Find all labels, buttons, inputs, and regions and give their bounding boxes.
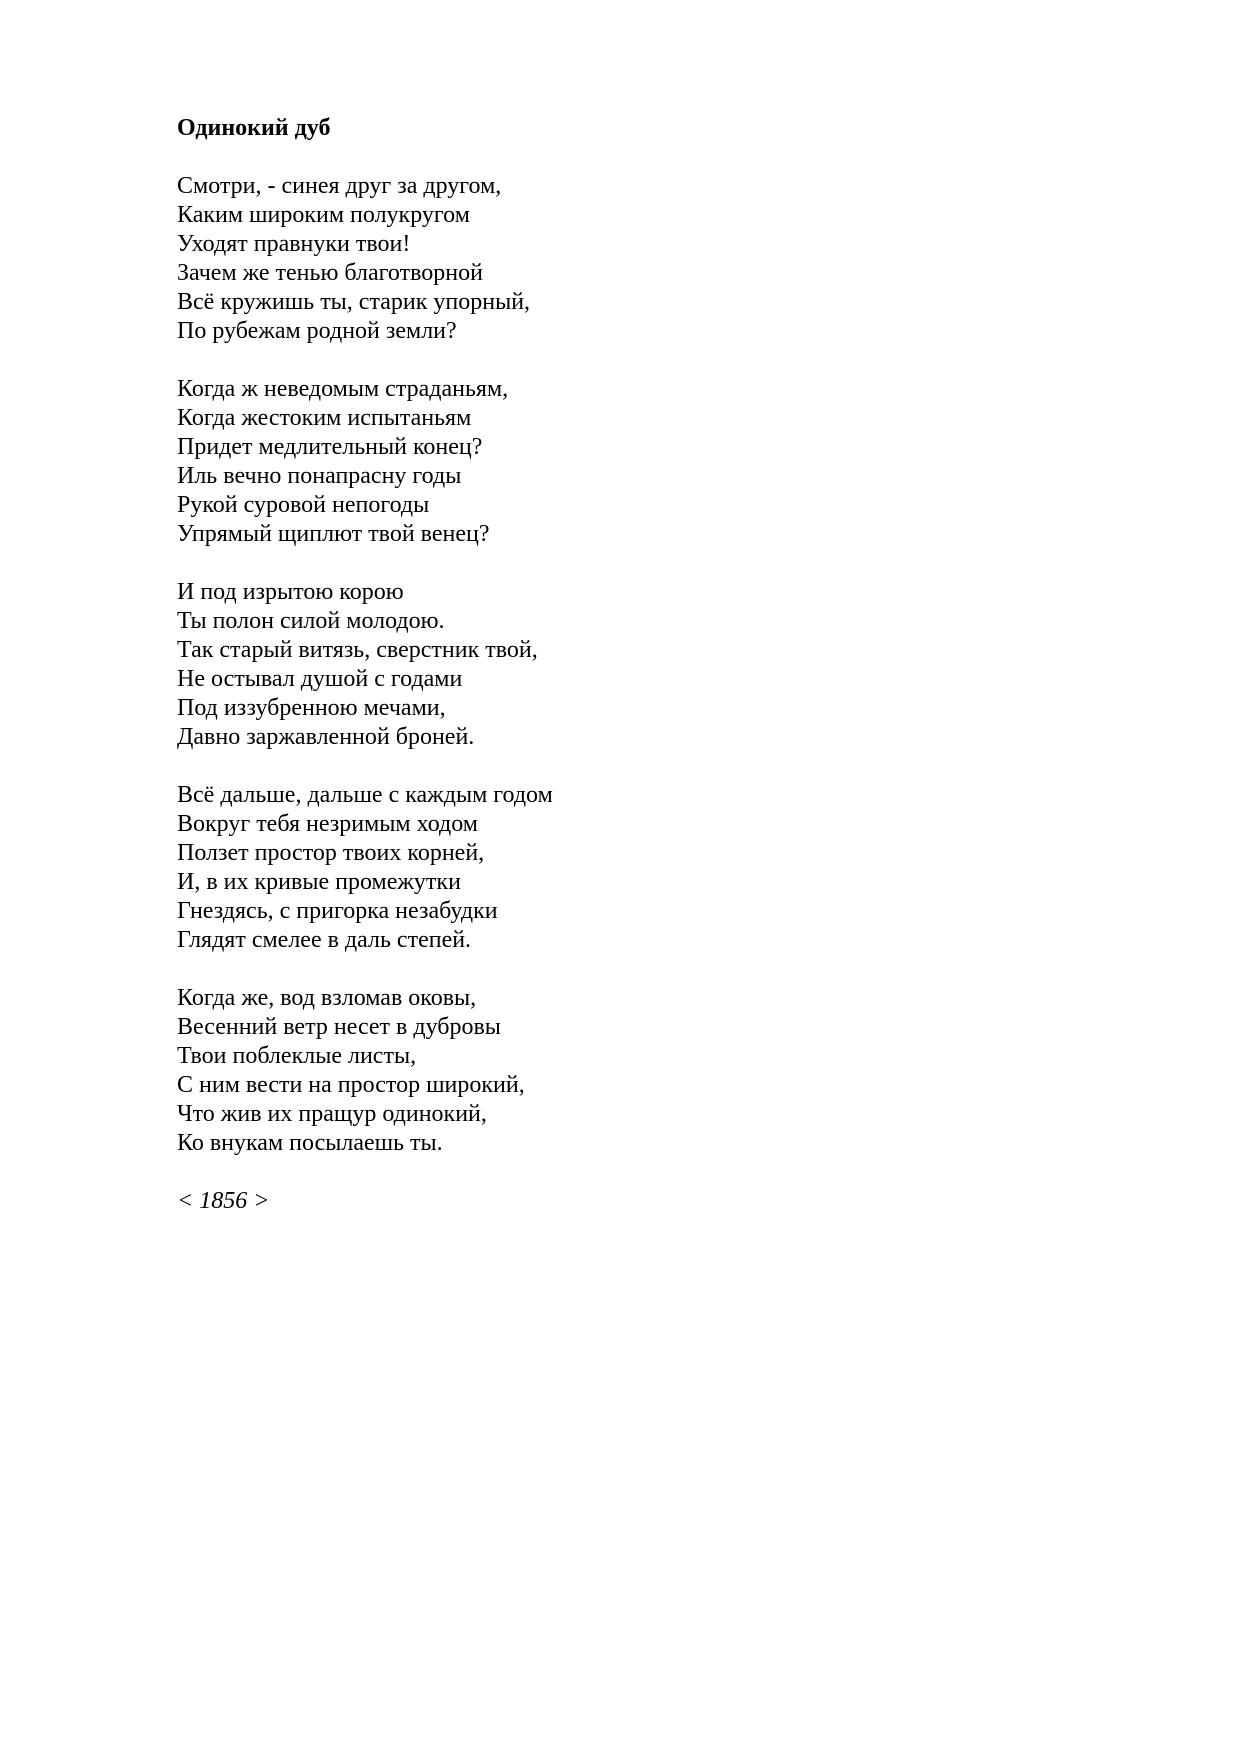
poem-line: Иль вечно понапрасну годы xyxy=(177,463,462,489)
poem-line: Ко внукам посылаешь ты. xyxy=(177,1130,443,1156)
poem-line: Упрямый щиплют твой венец? xyxy=(177,521,490,547)
poem-line: Когда ж неведомым страданьям, xyxy=(177,376,509,402)
stanza-5 xyxy=(177,984,1077,1158)
poem-line: Всё кружишь ты, старик упорный, xyxy=(177,289,531,315)
poem-line: Твои поблеклые листы, xyxy=(177,1043,417,1069)
poem-line: Ползет простор твоих корней, xyxy=(177,840,485,866)
poem-line: Под иззубренною мечами, xyxy=(177,695,446,721)
poem-line: Уходят правнуки твои! xyxy=(177,231,411,257)
poem xyxy=(177,114,1077,1216)
poem-line: Смотри, - синея друг за другом, xyxy=(177,173,502,199)
poem-line: И под изрытою корою xyxy=(177,579,404,605)
poem-line: Когда же, вод взломав оковы, xyxy=(177,985,477,1011)
poem-line: Весенний ветр несет в дубровы xyxy=(177,1014,501,1040)
poem-line: Всё дальше, дальше с каждым годом xyxy=(177,782,553,808)
stanza-1 xyxy=(177,172,1077,346)
poem-line: Ты полон силой молодою. xyxy=(177,608,445,634)
poem-line: И, в их кривые промежутки xyxy=(177,869,461,895)
poem-line: Что жив их пращур одинокий, xyxy=(177,1101,487,1127)
poem-line: Гнездясь, с пригорка незабудки xyxy=(177,898,498,924)
poem-line: Давно заржавленной броней. xyxy=(177,724,475,750)
poem-line: Придет медлительный конец? xyxy=(177,434,483,460)
poem-title: Одинокий дуб xyxy=(177,115,331,141)
stanza-2 xyxy=(177,375,1077,549)
poem-line: Не остывал душой с годами xyxy=(177,666,463,692)
poem-line: Рукой суровой непогоды xyxy=(177,492,430,518)
poem-date: < 1856 > xyxy=(177,1188,270,1214)
poem-line: Вокруг тебя незримым ходом xyxy=(177,811,478,837)
poem-line: Зачем же тенью благотворной xyxy=(177,260,483,286)
stanza-4 xyxy=(177,781,1077,955)
poem-line: С ним вести на простор широкий, xyxy=(177,1072,525,1098)
poem-line: По рубежам родной земли? xyxy=(177,318,457,344)
poem-line: Так старый витязь, сверстник твой, xyxy=(177,637,538,663)
poem-line: Глядят смелее в даль степей. xyxy=(177,927,472,953)
poem-line: Каким широким полукругом xyxy=(177,202,470,228)
stanza-3 xyxy=(177,578,1077,752)
poem-line: Когда жестоким испытаньям xyxy=(177,405,472,431)
